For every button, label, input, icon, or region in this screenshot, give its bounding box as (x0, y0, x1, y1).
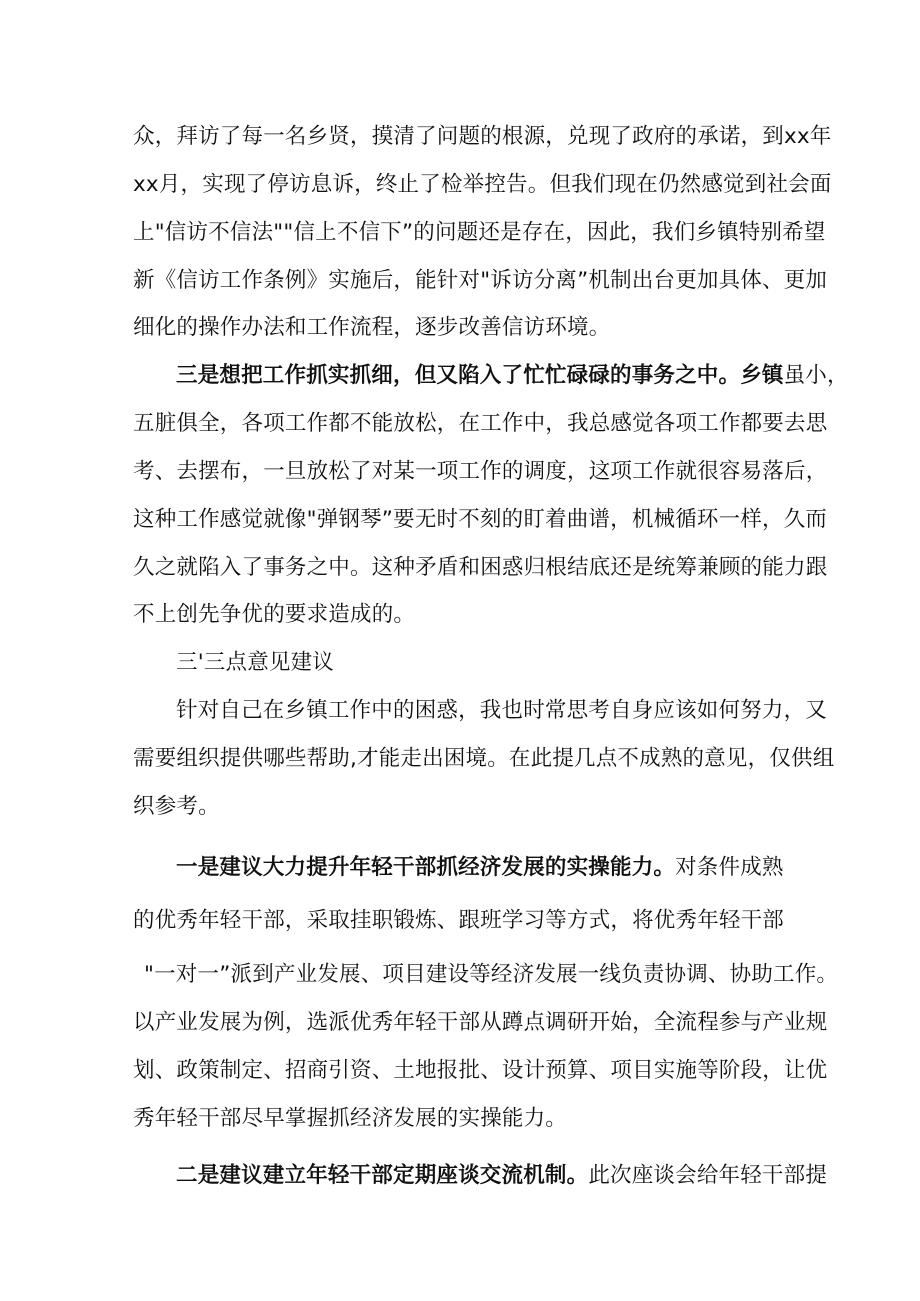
paragraph-line: 这种工作感觉就像"弹钢琴”要无时不刻的盯着曲谱，机械循环一样，久而 (133, 507, 828, 532)
paragraph-line: 久之就陷入了事务之中。这种矛盾和困惑归根结底还是统筹兼顾的能力跟 (133, 555, 828, 580)
paragraph-line: 划、政策制定、招商引资、土地报批、设计预算、项目实施等阶段，让优 (133, 1058, 828, 1083)
paragraph-line: 新《信访工作条例》实施后，能针对"诉访分离”机制出台更加具体、更加 (133, 268, 828, 293)
suggestion-two-bold-lead: 二是建议建立年轻干部定期座谈交流机制。 (176, 1163, 589, 1188)
paragraph-line: 的优秀年轻干部，采取挂职锻炼、跟班学习等方式，将优秀年轻干部 (133, 908, 785, 933)
paragraph-line: 秀年轻干部尽早掌握抓经济发展的实操能力。 (133, 1106, 568, 1131)
point-three-bold-lead: 三是想把工作抓实抓细，但又陷入了忙忙碌碌的事务之中。乡镇 (176, 363, 784, 388)
paragraph-line: 上"信访不信法""信上不信下”的问题还是存在，因此，我们乡镇特别希望 (133, 220, 826, 245)
paragraph-line: 细化的操作办法和工作流程，逐步改善信访环境。 (133, 315, 611, 340)
suggestion-one-heading-line (176, 853, 784, 883)
suggestion-one-bold-lead: 一是建议大力提升年轻干部抓经济发展的实操能力。 (176, 855, 676, 880)
paragraph-line: "一对一”派到产业发展、项目建设等经济发展一线负责协调、协助工作。 (144, 962, 839, 987)
point-three-rest: 虽小， (783, 363, 849, 388)
paragraph-line: 织参考。 (133, 794, 220, 819)
paragraph-line: 五脏俱全，各项工作都不能放松，在工作中，我总感觉各项工作都要去思 (133, 411, 828, 436)
point-three-heading-line (176, 361, 849, 391)
suggestion-two-heading-line (176, 1161, 827, 1191)
paragraph-line: 众，拜访了每一名乡贤，摸清了问题的根源，兑现了政府的承诺，到xx年 (133, 124, 832, 149)
paragraph-line: 针对自己在乡镇工作中的困惑，我也时常思考自身应该如何努力，又 (176, 698, 828, 723)
paragraph-line: 考、去摆布，一旦放松了对某一项工作的调度，这项工作就很容易落后， (133, 459, 828, 484)
suggestion-one-rest: 对条件成熟 (675, 855, 784, 880)
paragraph-line: xx月，实现了停访息诉，终止了检举控告。但我们现在仍然感觉到社会面 (133, 172, 832, 197)
paragraph-line: 需要组织提供哪些帮助,才能走出困境。在此提几点不成熟的意见，仅供组 (133, 746, 835, 771)
paragraph-line: 以产业发展为例，选派优秀年轻干部从蹲点调研开始，全流程参与产业规 (133, 1010, 828, 1035)
section-heading: 三'三点意见建议 (176, 650, 335, 675)
paragraph-line: 不上创先争优的要求造成的。 (133, 602, 416, 627)
suggestion-two-rest: 此次座谈会给年轻干部提 (588, 1163, 828, 1188)
